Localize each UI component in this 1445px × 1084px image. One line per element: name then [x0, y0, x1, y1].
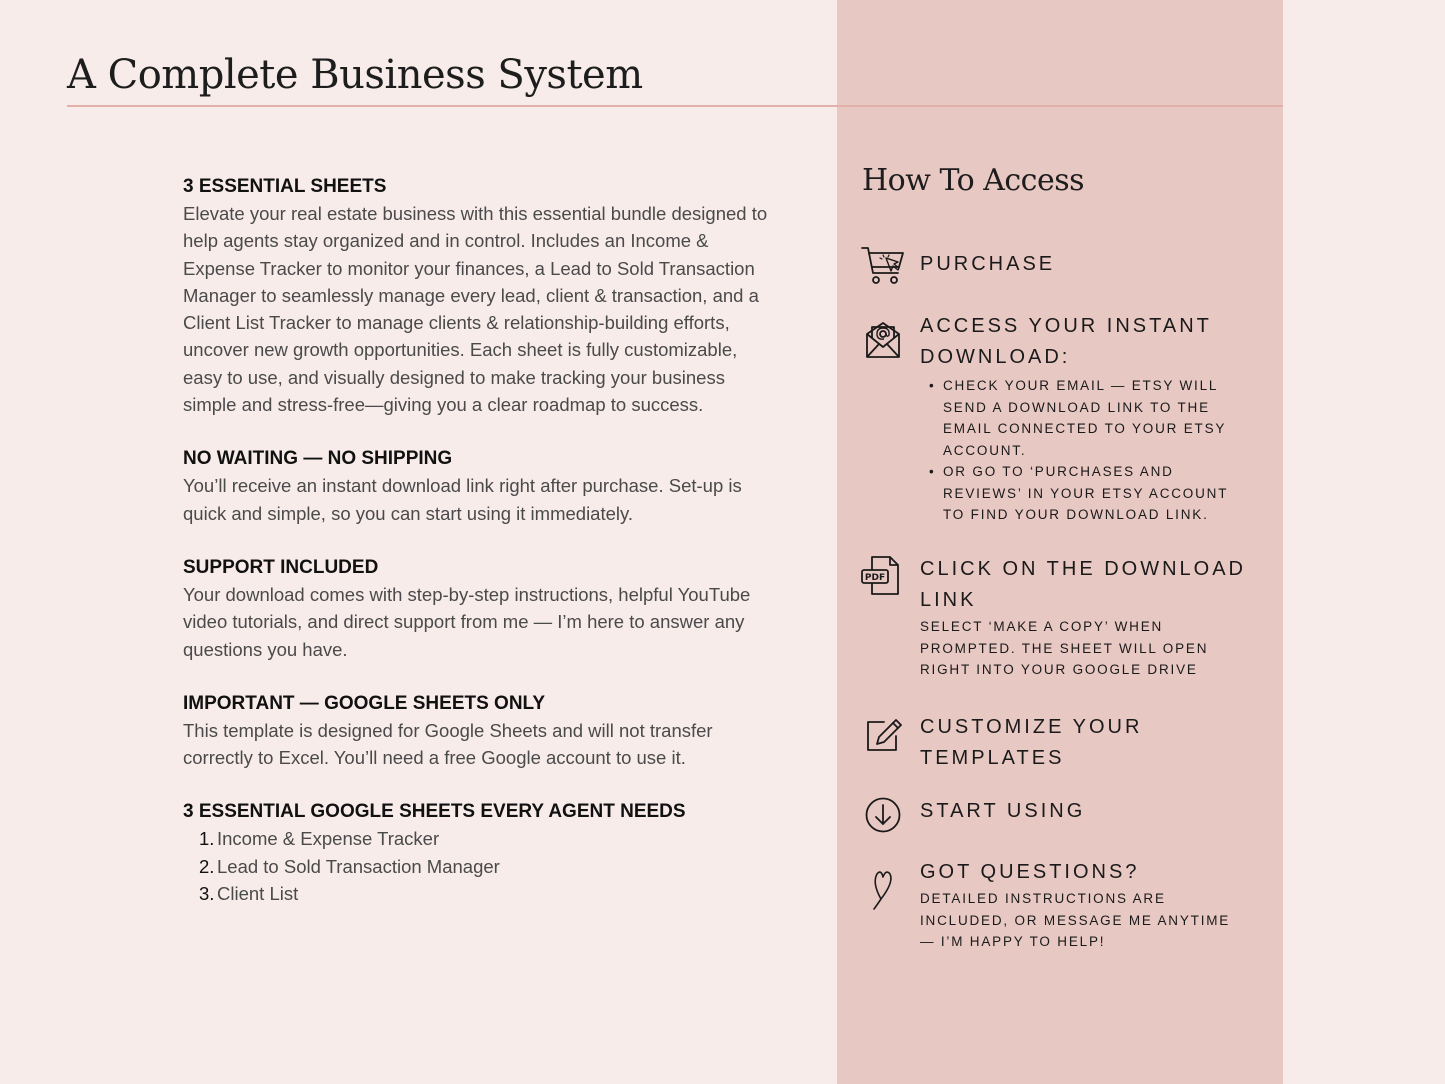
step-heading: CLICK ON THE DOWNLOAD LINK [920, 558, 1246, 611]
section-heading: SUPPORT INCLUDED [183, 556, 379, 578]
step-text [920, 554, 1250, 681]
access-title: How To Access [862, 163, 1085, 198]
page-title: A Complete Business System [67, 52, 643, 98]
envelope-at-icon [860, 317, 906, 363]
step-text [920, 249, 1250, 280]
step-bullets [920, 375, 1250, 526]
step-heading: PURCHASE [920, 253, 1056, 275]
step-description: DETAILED INSTRUCTIONS ARE INCLUDED, OR MESSAGE ME ANYTIME — I’M HAPPY TO HELP! [920, 891, 1231, 949]
list-label: Lead to Sold Transaction Manager [217, 855, 500, 877]
heart-icon [860, 865, 906, 911]
section-essential-sheets [183, 173, 773, 418]
section-support-included [183, 554, 773, 663]
sheets-list [183, 825, 773, 907]
section-body: This template is designed for Google Sheets and will not transfer correctly to Excel. You’ll need a free Google account to use it. [183, 719, 713, 769]
pdf-file-icon [860, 554, 906, 600]
list-item [183, 853, 773, 880]
bullet-item: • CHECK YOUR EMAIL — ETSY WILL SEND A DOWNLOAD LINK TO THE EMAIL CONNECTED TO YOUR ETSY ACCOUNT. [943, 375, 1250, 461]
list-number: 3. [199, 883, 215, 905]
step-heading: GOT QUESTIONS? [920, 861, 1140, 883]
section-google-sheets-only [183, 690, 773, 772]
section-heading: 3 ESSENTIAL SHEETS [183, 176, 387, 197]
step-text [920, 857, 1250, 953]
list-item [183, 880, 773, 907]
list-number: 1. [199, 828, 215, 850]
edit-pencil-icon [860, 714, 906, 760]
section-heading: 3 ESSENTIAL GOOGLE SHEETS EVERY AGENT NEEDS [183, 801, 686, 823]
bullet-item: • OR GO TO ‘PURCHASES AND REVIEWS’ IN YOUR ETSY ACCOUNT TO FIND YOUR DOWNLOAD LINK. [943, 461, 1250, 526]
step-description: SELECT ‘MAKE A COPY’ WHEN PROMPTED. THE SHEET WILL OPEN RIGHT INTO YOUR GOOGLE DRIVE [920, 619, 1209, 677]
section-no-waiting [183, 445, 773, 527]
shopping-cart-icon [860, 244, 906, 290]
svg-text:PDF: PDF [864, 573, 886, 583]
step-heading: ACCESS YOUR INSTANT DOWNLOAD: [920, 315, 1212, 368]
section-heading: IMPORTANT — GOOGLE SHEETS ONLY [183, 692, 546, 714]
section-body: Elevate your real estate business with this essential bundle designed to help agents stay organized and in control. Includes an Income & Expense Tracker to monitor your finances, a Lead to Sold Transaction Manager to seamlessly manage every lead, client & transaction, and a Client List Tracker to manage clients & relationship-building efforts, uncover new growth opportunities. Each sheet is fully customizable, easy to use, and visually designed to make tracking your business simple and stress-free—giving you a clear roadmap to success. [183, 203, 768, 416]
title-underline [67, 105, 1283, 107]
step-text [920, 712, 1250, 774]
list-label: Income & Expense Tracker [217, 828, 440, 850]
step-heading: CUSTOMIZE YOUR TEMPLATES [920, 716, 1143, 769]
list-item [183, 825, 773, 852]
section-heading: NO WAITING — NO SHIPPING [183, 448, 453, 470]
download-arrow-icon [860, 796, 906, 842]
section-sheets-list [183, 798, 773, 907]
step-heading: START USING [920, 800, 1086, 822]
step-text [920, 796, 1250, 827]
list-label: Client List [217, 883, 299, 905]
list-number: 2. [199, 855, 215, 877]
section-body: Your download comes with step-by-step instructions, helpful YouTube video tutorials, and direct support from me — I’m here to answer any questions you have. [183, 583, 751, 660]
section-body: You’ll receive an instant download link right after purchase. Set-up is quick and simple, so you can start using it immediately. [183, 475, 742, 524]
step-text [920, 311, 1250, 526]
main-content [183, 173, 773, 934]
